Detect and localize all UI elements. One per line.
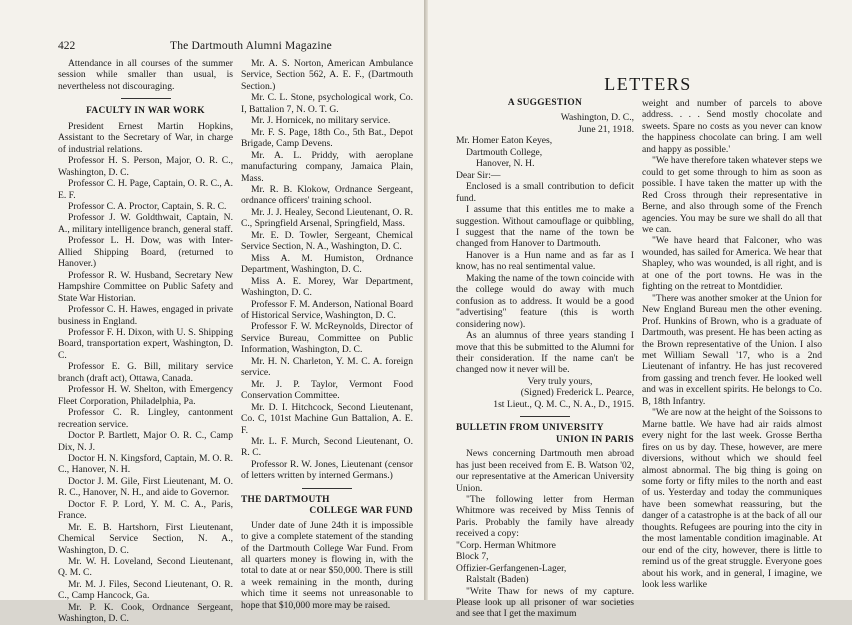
faculty-entry: Mr. E. D. Towler, Sergeant, Chemical Service Section, N. A., Washington, D. C.: [241, 229, 413, 253]
right-column-2: [642, 98, 822, 590]
salutation: Dear Sir:—: [456, 169, 501, 181]
letters-section-title: LETTERS: [604, 74, 692, 94]
prisoner-address: Block 7,: [456, 551, 489, 563]
right-page: [428, 0, 852, 620]
faculty-entry: Mr. W. H. Loveland, Second Lieutenant, Q. M. C.: [58, 556, 233, 579]
war-fund-heading: THE DARTMOUTH: [241, 494, 330, 505]
running-title: The Dartmouth Alumni Magazine: [170, 40, 332, 52]
faculty-entry: Professor H. W. Shelton, with Emergency Fleet Corporation, Philadelphia, Pa.: [58, 384, 233, 407]
faculty-entry: President Ernest Martin Hopkins, Assistant to the Secretary of War, in charge of industrial relations.: [58, 120, 233, 155]
faculty-entry: Professor L. H. Dow, was with Inter-Allied Shipping Board, (returned to Hanover.): [58, 235, 233, 270]
war-fund-heading: COLLEGE WAR FUND: [309, 506, 413, 517]
letter-signature: 1st Lieut., Q. M. C., N. A., D., 1915.: [493, 398, 634, 410]
faculty-entry: Professor C. H. Page, Captain, O. R. C., A. E. F.: [58, 178, 233, 201]
left-column-1: [58, 58, 233, 625]
faculty-entry: Mr. C. L. Stone, psychological work, Co. I, Battalion 7, N. O. T. G.: [241, 92, 413, 115]
prisoner-address: "Corp. Herman Whitmore: [456, 539, 556, 551]
faculty-entry: Mr. J. J. Healey, Second Lieutenant, O. R. C., Springfield Arsenal, Springfield, Mass.: [241, 206, 413, 230]
letter-paragraph: Hanover is a Hun name and as far as I know, has no real sentimental value.: [456, 249, 634, 273]
faculty-entry: Professor C. R. Lingley, cantonment recreation service.: [58, 407, 233, 430]
left-column-2: [241, 58, 413, 611]
war-fund-paragraph: Under date of June 24th it is impossible to give a complete statement of the standing of the Dartmouth College War Fund. From all quarters money is flowing in, with the total to date at or near $50,000. There is still a week remaining in the month, during which time it seems not unreasonable to hope that $10,000 more may be raised.: [241, 519, 413, 611]
faculty-entry: Doctor F. P. Lord, Y. M. C. A., Paris, France.: [58, 498, 233, 522]
intro-paragraph: Attendance in all courses of the summer session while smaller than usual, is nevertheless not discouraging.: [58, 58, 233, 92]
address-line: Mr. Homer Eaton Keyes,: [456, 135, 553, 147]
address-line: Hanover, N. H.: [476, 158, 535, 170]
bulletin-paragraph: News concerning Dartmouth men abroad has just been received from E. B. Watson '02, our representative at the American University Union.: [456, 448, 634, 494]
right-column-1: [456, 98, 634, 620]
letter-paragraph: Making the name of the town coincide with the college would do away with much confusion as to address. It would be a good "advertising" feature (this is worth considering now).: [456, 272, 634, 330]
faculty-entry: Miss A. M. Humiston, Ordnance Department, Washington, D. C.: [241, 252, 413, 276]
faculty-entry: Professor E. G. Bill, military service branch (draft act), Ottawa, Canada.: [58, 361, 233, 384]
faculty-entry: Doctor J. M. Gile, First Lieutenant, M. O. R. C., Hanover, N. H., and aide to Governor.: [58, 475, 233, 499]
faculty-entry: Mr. P. K. Cook, Ordnance Sergeant, Washington, D. C.: [58, 601, 233, 625]
faculty-entry: Professor F. H. Dixon, with U. S. Shipping Board, transportation expert, Washington, D. C.: [58, 326, 233, 361]
letter-paragraph: Enclosed is a small contribution to deficit fund.: [456, 181, 634, 204]
faculty-entry: Mr. E. B. Hartshorn, First Lieutenant, Chemical Service Section, N. A., Washington, D. C.: [58, 521, 233, 556]
faculty-entry: Mr. H. N. Charleton, Y. M. C. A. foreign service.: [241, 355, 413, 379]
dateline: Washington, D. C.,: [560, 112, 634, 124]
faculty-entry: Doctor H. N. Kingsford, Captain, M. O. R. C., Hanover, N. H.: [58, 452, 233, 476]
suggestion-heading: A SUGGESTION: [507, 98, 583, 108]
bulletin-paragraph: "We are now at the height of the Soissons to Marne battle. We have had air raids almost every night for the last week. Grosse Bertha fires on us by day. These, however, are mere diversions, without which we should feel almost abnormal. The big thing is going on some forty or fifty miles to the north and east of us. Yesterday and today the communiques have been somewhat reassuring, but the danger of a catastrophe is at the back of all our thoughts. Refugees are pouring into the city in the most lamentable condition imaginable. At our end of the city, however, there is little to remind us of the great struggle. Everyone goes about his work, and in general, I imagine, we look less warlike: [642, 407, 822, 591]
faculty-heading: FACULTY IN WAR WORK: [86, 106, 205, 117]
faculty-entry: Professor J. W. Goldthwait, Captain, N. A., military intelligence branch, general staff.: [58, 212, 233, 235]
bulletin-paragraph: "The following letter from Herman Whitmore was received by Miss Tennis of Paris. Probably the family have already received a copy:: [456, 493, 634, 540]
bulletin-paragraph: "We have heard that Falconer, who was wounded, has sailed for America. We hear that Shapley, who was wounded, is all right, and is at one of the port towns. He was in the fighting on the retreat to Montdidier.: [642, 235, 822, 293]
left-page: [0, 0, 424, 625]
faculty-entry: Professor F. M. Anderson, National Board of Historical Service, Washington, D. C.: [241, 298, 413, 321]
faculty-entry: Mr. A. L. Priddy, with aeroplane manufacturing company, Jamaica Plain, Mass.: [241, 149, 413, 184]
letter-paragraph: As an alumnus of three years standing I move that this be submitted to the Alumni for their consideration. If the name can't be changed now it never will be.: [456, 330, 634, 376]
faculty-entry: Mr. R. B. Klokow, Ordnance Sergeant, ordnance officers' training school.: [241, 183, 413, 207]
bulletin-paragraph: "Write Thaw for news of my capture. Please look up all prisoner of war societies and see that I get the maximum: [456, 585, 634, 620]
faculty-entry: Mr. J. P. Taylor, Vermont Food Conservation Committee.: [241, 378, 413, 402]
faculty-entry: Miss A. E. Morey, War Department, Washington, D. C.: [241, 275, 413, 299]
faculty-entry: Mr. D. I. Hitchcock, Second Lieutenant, Co. C, 101st Machine Gun Battalion, A. E. F.: [241, 401, 413, 436]
bulletin-heading: UNION IN PARIS: [556, 434, 634, 445]
prisoner-address: Ralstalt (Baden): [466, 574, 529, 586]
divider: [121, 98, 171, 99]
faculty-entry: Mr. J. Hornicek, no military service.: [251, 115, 391, 127]
faculty-entry: Professor H. S. Person, Major, O. R. C., Washington, D. C.: [58, 155, 233, 178]
bulletin-paragraph: "We have therefore taken whatever steps we could to get some through to him as soon as possible. I have taken the matter up with the Red Cross through their representative in Berne, and also through some of the French agencies. You may be sure we shall do all that we can.: [642, 155, 822, 235]
letter-paragraph: I assume that this entitles me to make a suggestion. Without camouflage or quibbling, I suggest that the name of the town be changed from Hanover to Dartmouth.: [456, 204, 634, 250]
page-number: 422: [58, 40, 76, 52]
letter-signature: (Signed) Frederick L. Pearce,: [520, 387, 634, 399]
faculty-entry: Mr. M. J. Files, Second Lieutenant, O. R. C., Camp Hancock, Ga.: [58, 578, 233, 602]
faculty-entry: Mr. F. S. Page, 18th Co., 5th Bat., Depot Brigade, Camp Devens.: [241, 126, 413, 150]
bulletin-paragraph: weight and number of parcels to above address. . . . Send mostly chocolate and sweets. Spare no costs as you never can know the happiness chocolate can bring. I am well and happy as possible.': [642, 98, 822, 155]
letter-closing: Very truly yours,: [527, 375, 593, 387]
faculty-entry: Professor F. W. McReynolds, Director of Service Bureau, Committee on Public Information, Washington, D. C.: [241, 321, 413, 356]
dateline: June 21, 1918.: [578, 123, 634, 135]
faculty-entry: Doctor P. Bartlett, Major O. R. C., Camp Dix, N. J.: [58, 430, 233, 453]
faculty-entry: Mr. L. F. Murch, Second Lieutenant, O. R. C.: [241, 435, 413, 459]
bulletin-heading: BULLETIN FROM UNIVERSITY: [456, 423, 604, 434]
faculty-entry: Professor R. W. Husband, Secretary New Hampshire Committee on Public Safety and State War Historian.: [58, 269, 233, 304]
faculty-entry: Professor C. H. Hawes, engaged in private business in England.: [58, 304, 233, 327]
prisoner-address: Offizier-Gerfangenen-Lager,: [456, 562, 567, 574]
faculty-entry: Mr. A. S. Norton, American Ambulance Service, Section 562, A. E. F., (Dartmouth Section.): [241, 58, 413, 92]
faculty-entry: Professor C. A. Proctor, Captain, S. R. C.: [68, 200, 227, 212]
faculty-entry: Professor R. W. Jones, Lieutenant (censor of letters written by interned Germans.): [241, 458, 413, 482]
bulletin-paragraph: "There was another smoker at the Union for New England Bureau men the other evening. Prof. Hunkins of Brown, who is a graduate of Dartmouth, was present. He has been acting as the Brown representative of the Union. I also met William Sewall '17, who is a 2nd Lieutenant of infantry. He has just recovered from gassing and trench fever. He looked well and was in excellent spirits. He belongs to Co. B, 18th Infantry.: [642, 292, 822, 407]
address-line: Dartmouth College,: [466, 146, 543, 158]
divider: [520, 416, 570, 417]
divider: [302, 488, 352, 489]
